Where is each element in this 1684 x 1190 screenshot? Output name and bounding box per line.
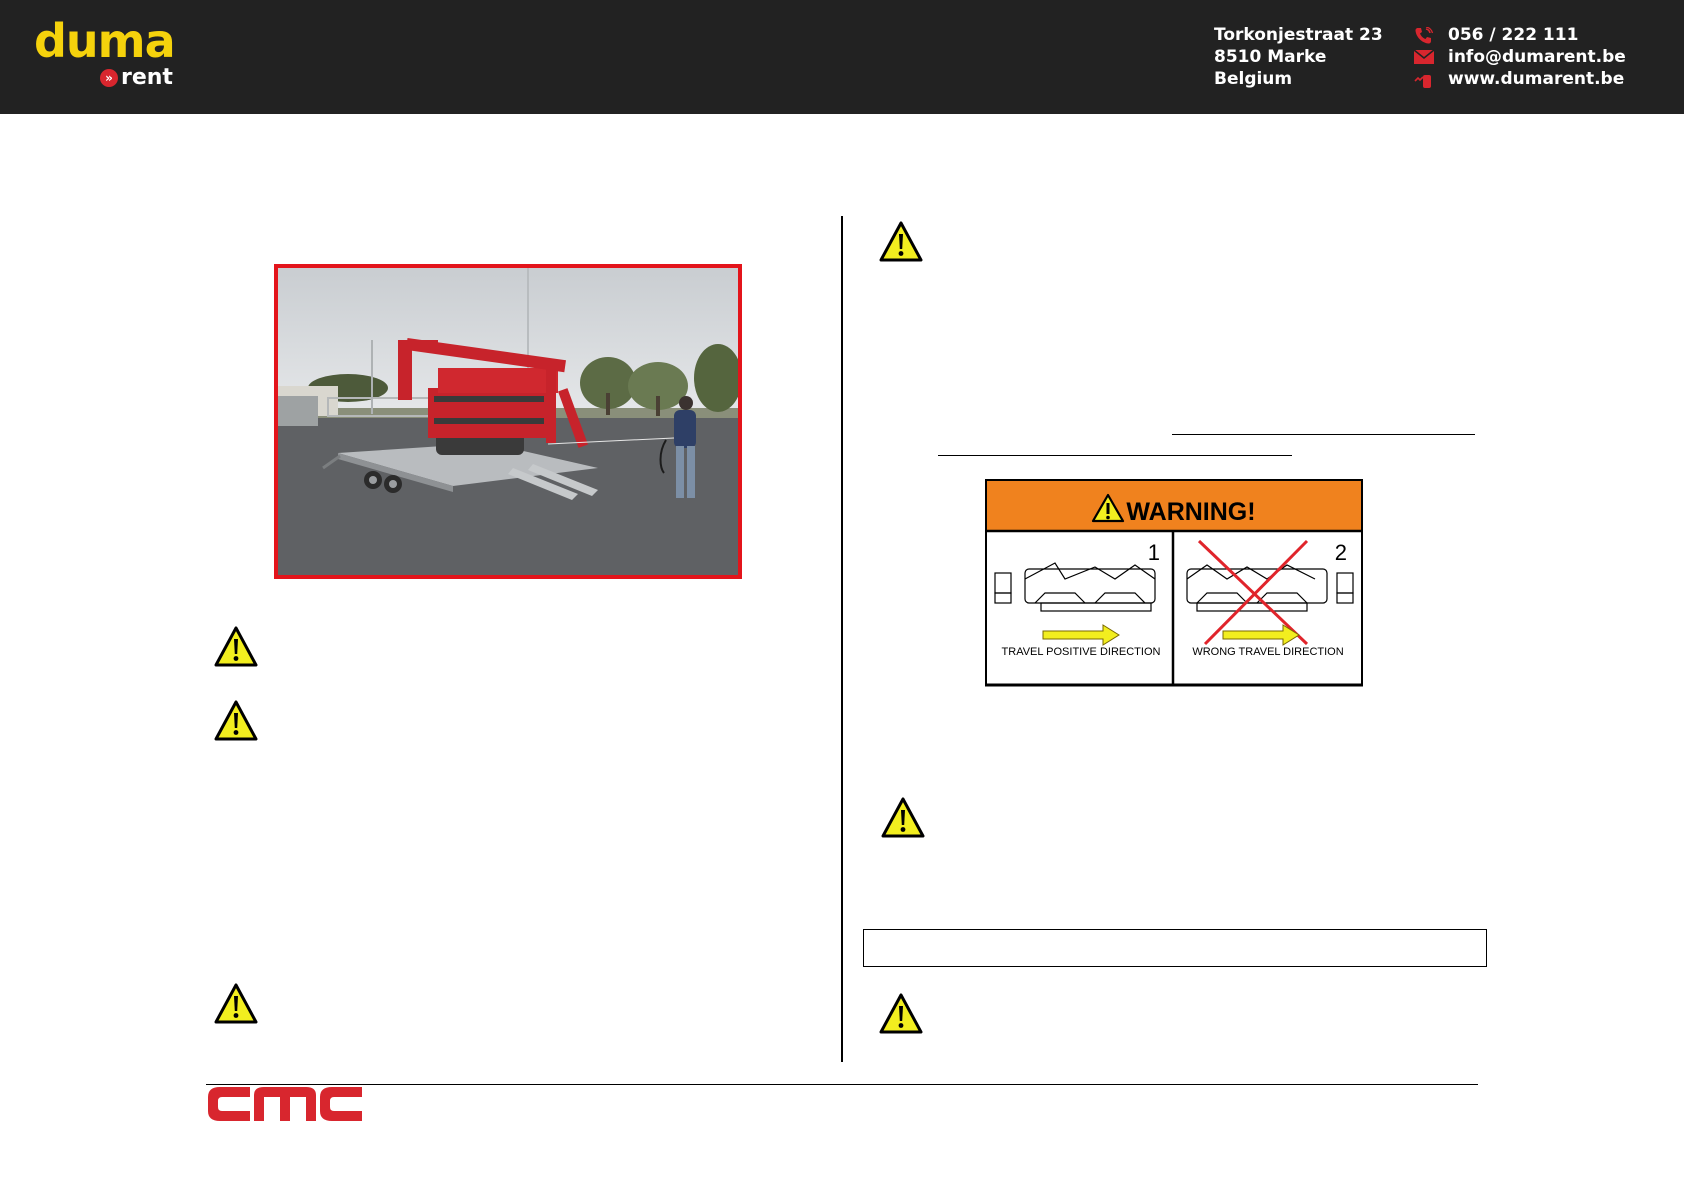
- contact-phone[interactable]: 056 / 222 111: [1448, 25, 1579, 45]
- column-divider: [841, 216, 843, 1062]
- contact-email-row: [1414, 46, 1626, 68]
- web-icon: [1414, 71, 1434, 89]
- warning-label: [985, 479, 1363, 687]
- contact-website[interactable]: www.dumarent.be: [1448, 69, 1625, 89]
- address-city: 8510 Marke: [1214, 47, 1327, 67]
- cmc-logo: [208, 1085, 368, 1123]
- note-box: [863, 929, 1487, 967]
- address-country: Belgium: [1214, 69, 1293, 89]
- rent-logo: [100, 66, 173, 90]
- underline-rule: [1172, 434, 1475, 435]
- warning-triangle-icon: [214, 625, 258, 669]
- contact-block: [1414, 24, 1626, 90]
- panel-2-number: 2: [1334, 540, 1347, 565]
- warning-triangle-icon: [879, 220, 923, 264]
- duma-logo-word: duma: [34, 14, 175, 68]
- warning-triangle-icon: [214, 982, 258, 1026]
- footer-rule: [206, 1084, 1478, 1085]
- rent-logo-word: rent: [121, 65, 173, 90]
- spider-lift-photo: [274, 264, 742, 579]
- logo-chevron-mark: »: [100, 69, 118, 87]
- warning-triangle-icon: [879, 992, 923, 1036]
- warning-label-title: WARNING!: [1126, 498, 1256, 526]
- underline-rule: [938, 455, 1292, 456]
- phone-icon: [1414, 27, 1434, 45]
- contact-email[interactable]: info@dumarent.be: [1448, 47, 1626, 67]
- address-block: [1214, 24, 1383, 90]
- mail-icon: [1414, 49, 1434, 65]
- contact-phone-row: [1414, 24, 1626, 46]
- panel-2-caption: WRONG TRAVEL DIRECTION: [1192, 646, 1344, 658]
- panel-1-caption: TRAVEL POSITIVE DIRECTION: [1001, 646, 1161, 658]
- warning-triangle-icon: [881, 796, 925, 840]
- warning-triangle-icon: [214, 699, 258, 743]
- panel-1-number: 1: [1147, 540, 1160, 565]
- contact-web-row: [1414, 68, 1626, 90]
- address-street: Torkonjestraat 23: [1214, 25, 1383, 45]
- page-header: [0, 0, 1684, 114]
